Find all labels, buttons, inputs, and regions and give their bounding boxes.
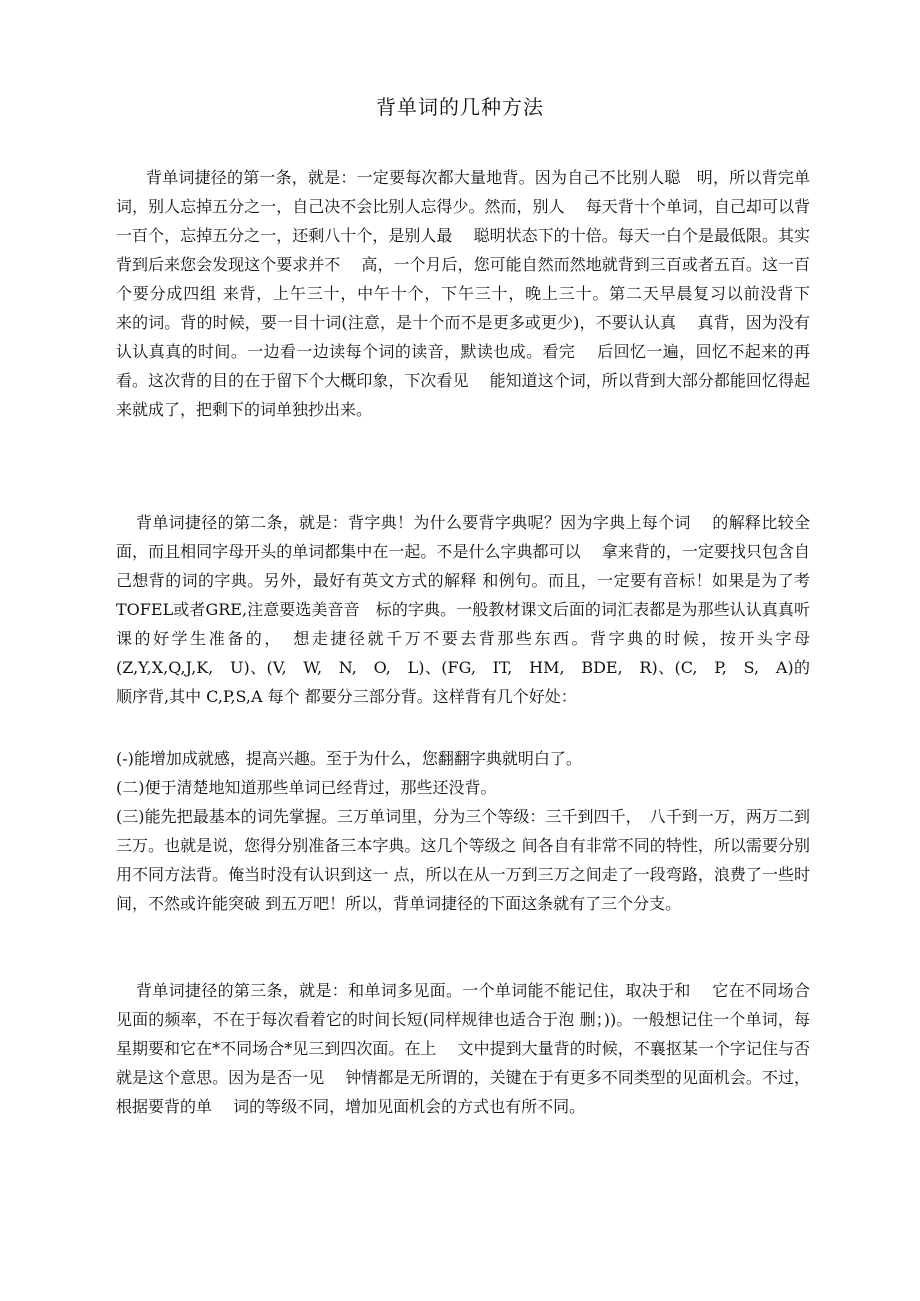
benefit-item-two: (二)便于清楚地知道那些单词已经背过，那些还没背。 — [116, 778, 497, 797]
paragraph-first-method: 背单词捷径的第一条，就是：一定要每次都大量地背。因为自己不比别人聪 明，所以背完单词，别人忘掉五分之一，自己决不会比别人忘得少。然而，别人 每天背十个单词，自己却可以背一百个，忘掉五分之一，还剩八十个，是别人最 聪明状态下的十倍。每天一白个是最低限。其实背到后来您会发现这个要求并不 高，一个月后，您可能自然而然地就背到三百或者五百。这一百个要分成四组 来背，上午三十，中午十个，下午三十，晚上三十。第二天早晨复习以前没背下 来的词。背的时候，要一目十词(注意，是十个而不是更多或更少)，不要认认真 真背，因为没有认认真真的时间。一边看一边读每个词的读音，默读也成。看完 后回忆一遍，回忆不起来的再看。这次背的目的在于留下个大概印象，下次看见 能知道这个词，所以背到大部分都能回忆得起来就成了，把剩下的词单独抄出来。 — [116, 168, 832, 419]
benefit-item-one: (-)能增加成就感，提高兴趣。至于为什么，您翻翻字典就明白了。 — [116, 749, 582, 768]
paragraph-second-method: 背单词捷径的第二条，就是：背字典！为什么要背字典呢？因为字典上每个词 的解释比较全面，而且相同字母开头的单词都集中在一起。不是什么字典都可以 拿来背的，一定要找只包含自己想背的词的字典。另外，最好有英文方式的解释 和例句。而且，一定要有音标！如果是为了考TOFEL或者GRE,注意要选美音音 标的字典。一般教材课文后面的词汇表都是为那些认认真真听课的好学生准备的， 想走捷径就千万不要去背那些东西。背字典的时候，按开头字母(Z,Y,X,Q,J,K, U)、(V, W, N, O, L)、(FG, IT, HM, BDE, R)、(C, P, S, A)的顺序背,其中 C,P,S,A 每个 都要分三部分背。这样背有几个好处： — [116, 513, 810, 706]
document-title: 背单词的几种方法 — [376, 95, 544, 119]
paragraph-third-method: 背单词捷径的第三条，就是：和单词多见面。一个单词能不能记住，取决于和 它在不同场合见面的频率，不在于每次看着它的时间长短(同样规律也适合于泡 删；))。一般想记住一个单词，每星期要和它在*不同场合*见三到四次面。在上 文中提到大量背的时候，不襄抠某一个字记住与否就是这个意思。因为是否一见 钟情都是无所谓的，关键在于有更多不同类型的见面机会。不过，根据要背的单 词的等级不同，增加见面机会的方式也有所不同。 — [116, 981, 810, 1116]
benefit-item-three: (三)能先把最基本的词先掌握。三万单词里，分为三个等级：三千到四千， 八千到一万，两万二到三万。也就是说，您得分别准备三本字典。这几个等级之 间各自有非常不同的特性，所以需要分别用不同方法背。俺当时没有认识到这一 点，所以在从一万到三万之间走了一段弯路，浪费了一些时间，不然或许能突破 到五万吧！所以，背单词捷径的下面这条就有了三个分支。 — [116, 807, 810, 913]
